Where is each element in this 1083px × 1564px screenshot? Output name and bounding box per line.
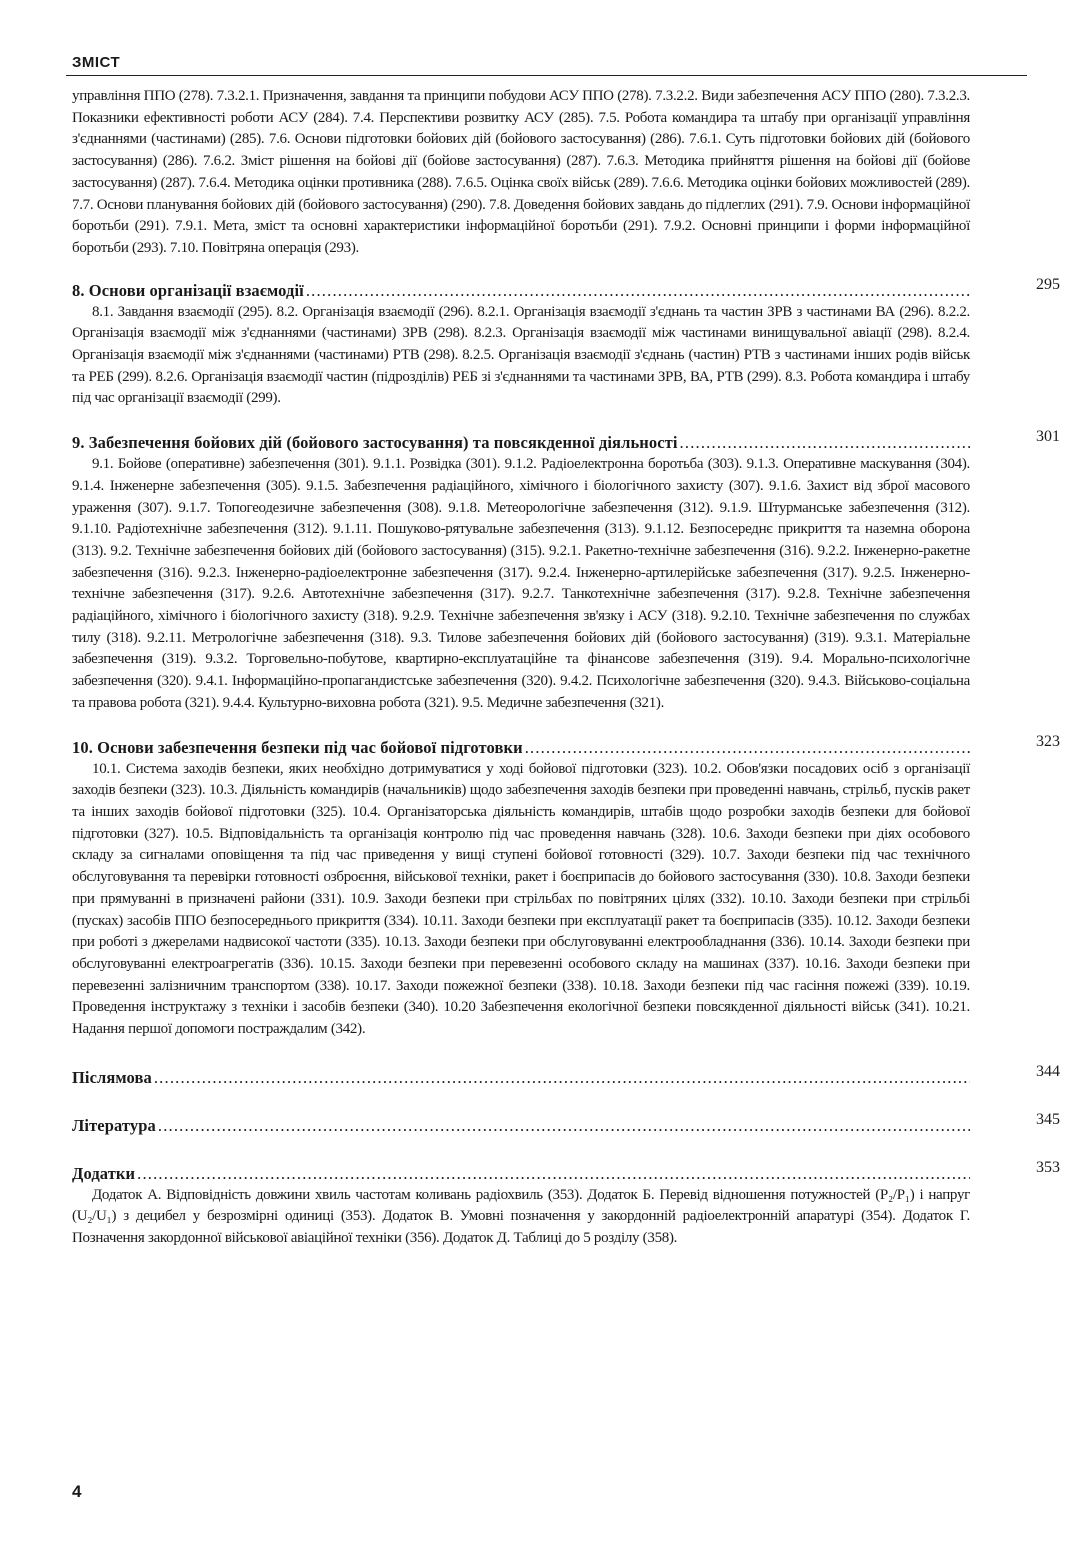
entry-title bbox=[72, 280, 970, 302]
entry-title bbox=[72, 1067, 970, 1089]
toc-entry-references[interactable] bbox=[72, 1110, 1060, 1137]
entry-description: Додаток А. Відповідність довжини хвиль частотам коливань радіохвиль (353). Додаток Б. Перевід відношення потужностей (P₂/P₁) і напруг (U₂/U₁) з децибел у безрозмірні одиниці (353). Додаток В. Умовні позначення у закордонній радіоелектронній апаратурі (354). Додаток Г. Позначення закордонної військової авіаційної техніки (356). Додаток Д. Таблиці до 5 розділу (358). bbox=[72, 1186, 970, 1247]
dot-leader bbox=[525, 737, 970, 759]
entry-description: 9.1. Бойове (оперативне) забезпечення (301). 9.1.1. Розвідка (301). 9.1.2. Радіоелектронна боротьба (303). 9.1.3. Оперативне маскування (304). 9.1.4. Інженерне забезпечення (305). 9.1.5. Забезпечення радіаційного, хімічного і біологічного захисту (307). 9.1.6. Захист від зброї масового ураження (307). 9.1.7. Топогеодезичне забезпечення (308). 9.1.8. Метеорологічне забезпечення (312). 9.1.9. Штурманське забезпечення (312). 9.1.10. Радіотехнічне забезпечення (312). 9.1.11. Пошуково-рятувальне забезпечення (313). 9.1.12. Безпосереднє прикриття та наземна оборона (313). 9.2. Технічне забезпечення бойових дій (бойового застосування) (315). 9.2.1. Ракетно-технічне забезпечення (316). 9.2.2. Інженерно-ракетне забезпечення (316). 9.2.3. Інженерно-радіоелектронне забезпечення (317). 9.2.4. Інженерно-артилерійське забезпечення (317). 9.2.5. Інженерно-технічне забезпечення (317). 9.2.6. Автотехнічне забезпечення (317). 9.2.7. Танкотехнічне забезпечення (317). 9.2.8. Технічне забезпечення радіаційного, хімічного і біологічного захисту (318). 9.2.9. Технічне забезпечення зв'язку і АСУ (318). 9.2.10. Технічне забезпечення по службах тилу (318). 9.2.11. Метрологічне забезпечення (318). 9.3. Тилове забезпечення бойових дій (бойового застосування) (319). 9.3.1. Матеріальне забезпечення (319). 9.3.2. Торговельно-побутове, квартирно-експлуатаційне та фінансове забезпечення (319). 9.4. Морально-психологічне забезпечення (320). 9.4.1. Інформаційно-пропагандистське забезпечення (320). 9.4.2. Психологічне забезпечення (320). 9.4.3. Військово-соціальна та правова робота (321). 9.4.4. Культурно-виховна робота (321). 9.5. Медичне забезпечення (321). bbox=[72, 456, 970, 711]
entry-page-number: 353 bbox=[1036, 1158, 1060, 1176]
entry-title-text: 10. Основи забезпечення безпеки під час бойової підготовки bbox=[72, 737, 523, 757]
continuation-text: управління ППО (278). 7.3.2.1. Призначення, завдання та принципи побудови АСУ ППО (278). 7.3.2.2. Види забезпечення АСУ ППО (280). 7.3.2.3. Показники ефективності роботи АСУ (284). 7.4. Перспективи розвитку АСУ (285). 7.5. Робота командира та штабу при організації управління з'єднаннями (частинами) (285). 7.6. Основи підготовки бойових дій (бойового застосування) (286). 7.6.1. Суть підготовки бойових дій (бойового застосування) (286). 7.6.2. Зміст рішення на бойові дії (бойове застосування) (287). 7.6.3. Методика прийняття рішення на бойові дії (бойове застосування) (287). 7.6.4. Методика оцінки противника (288). 7.6.5. Оцінка своїх військ (289). 7.6.6. Методика оцінки бойових можливостей (289). 7.7. Основи планування бойових дій (бойового застосування) (290). 7.8. Доведення бойових завдань до підлеглих (291). 7.9. Основи інформаційної боротьби (291). 7.9.1. Мета, зміст та основні характеристики інформаційної боротьби (291). 7.9.2. Основні принципи і форми інформаційної боротьби (293). 7.10. Повітряна операція (293). bbox=[72, 88, 970, 256]
entry-description: 8.1. Завдання взаємодії (295). 8.2. Організація взаємодії (296). 8.2.1. Організація взаємодії з'єднань та частин ЗРВ з частинами ВА (296). 8.2.2. Організація взаємодії між з'єднаннями (частинами) ЗРВ (298). 8.2.3. Організація взаємодії між частинами винищувальної авіації (298). 8.2.4. Організація взаємодії між з'єднаннями (частинами) РТВ (298). 8.2.5. Організація взаємодії з'єднань (частин) РТВ з частинами інших родів військ та РЕБ (299). 8.2.6. Організація взаємодії частин (підрозділів) РЕБ зі з'єднаннями та частинами ЗРВ, ВА, РТВ (299). 8.3. Робота командира і штабу під час організації взаємодії (299). bbox=[72, 303, 970, 407]
entry-title-text: Додатки bbox=[72, 1163, 136, 1183]
toc-entry-afterword[interactable] bbox=[72, 1062, 1060, 1089]
entry-title-text: Післямова bbox=[72, 1067, 152, 1087]
toc-entry-section-10[interactable] bbox=[72, 732, 1060, 1041]
entry-description: 10.1. Система заходів безпеки, яких необхідно дотримуватися у ході бойової підготовки (323). 10.2. Обов'язки посадових осіб з організації заходів безпеки (323). 10.3. Діяльність командирів (начальників) щодо забезпечення заходів безпеки при проведенні навчань, стрільб, пусків ракет та інших заходів бойової підготовки (325). 10.4. Організаторська діяльність командирів, штабів щодо розробки заходів безпеки для бойової підготовки (327). 10.5. Відповідальність та організація контролю під час проведення навчань (328). 10.6. Заходи безпеки при діях особового складу за сигналами оповіщення та під час приведення у вищі ступені бойової готовності (329). 10.7. Заходи безпеки під час технічного обслуговування та перевірки готовності озброєння, військової техніки, ракет і боєприпасів до бойового застосування (330). 10.8. Заходи безпеки при прямуванні в призначені райони (331). 10.9. Заходи безпеки при стрільбах по повітряних цілях (332). 10.10. Заходи безпеки при стрільбі (пусках) засобів ППО безпосереднього прикриття (334). 10.11. Заходи безпеки при експлуатації ракет та боєприпасів (335). 10.12. Заходи безпеки при роботі з джерелами надвисокої частоти (335). 10.13. Заходи безпеки при обслуговуванні електрообладнання (336). 10.14. Заходи безпеки при обслуговуванні електроагрегатів (336). 10.15. Заходи безпеки при перевезенні особового складу на машинах (337). 10.16. Заходи безпеки при перевезенні залізничним транспортом (338). 10.17. Заходи пожежної безпеки (338). 10.18. Заходи безпеки під час гасіння пожежі (339). 10.19. Проведення інструктажу з техніки і засобів безпеки (340). 10.20 Забезпечення екологічної безпеки повсякденної діяльності військ (341). 10.21. Надання першої допомоги постраждалим (342). bbox=[72, 760, 970, 1038]
entry-title bbox=[72, 432, 970, 454]
entry-page-number: 323 bbox=[1036, 732, 1060, 750]
header-rule bbox=[66, 75, 1027, 76]
entry-page-number: 295 bbox=[1036, 275, 1060, 293]
page-number: 4 bbox=[72, 1482, 82, 1501]
entry-title bbox=[72, 1163, 970, 1185]
running-head: ЗМІСТ bbox=[72, 54, 121, 71]
dot-leader bbox=[680, 432, 970, 454]
dot-leader bbox=[306, 280, 970, 302]
dot-leader bbox=[158, 1115, 970, 1137]
entry-title-text: 9. Забезпечення бойових дій (бойового застосування) та повсякденної діяльності bbox=[72, 433, 678, 453]
toc-entry-appendices[interactable] bbox=[72, 1158, 1060, 1250]
entry-title-text: 8. Основи організації взаємодії bbox=[72, 280, 304, 300]
entry-page-number: 345 bbox=[1036, 1110, 1060, 1128]
entry-page-number: 301 bbox=[1036, 428, 1060, 446]
toc-content bbox=[72, 86, 1060, 1250]
dot-leader bbox=[137, 1163, 970, 1185]
entry-title bbox=[72, 737, 970, 759]
entry-title bbox=[72, 1115, 970, 1137]
dot-leader bbox=[154, 1067, 970, 1089]
entry-page-number: 344 bbox=[1036, 1062, 1060, 1080]
entry-title-text: Література bbox=[72, 1115, 156, 1135]
toc-entry-section-9[interactable] bbox=[72, 428, 1060, 714]
toc-entry-section-8[interactable] bbox=[72, 275, 1060, 411]
